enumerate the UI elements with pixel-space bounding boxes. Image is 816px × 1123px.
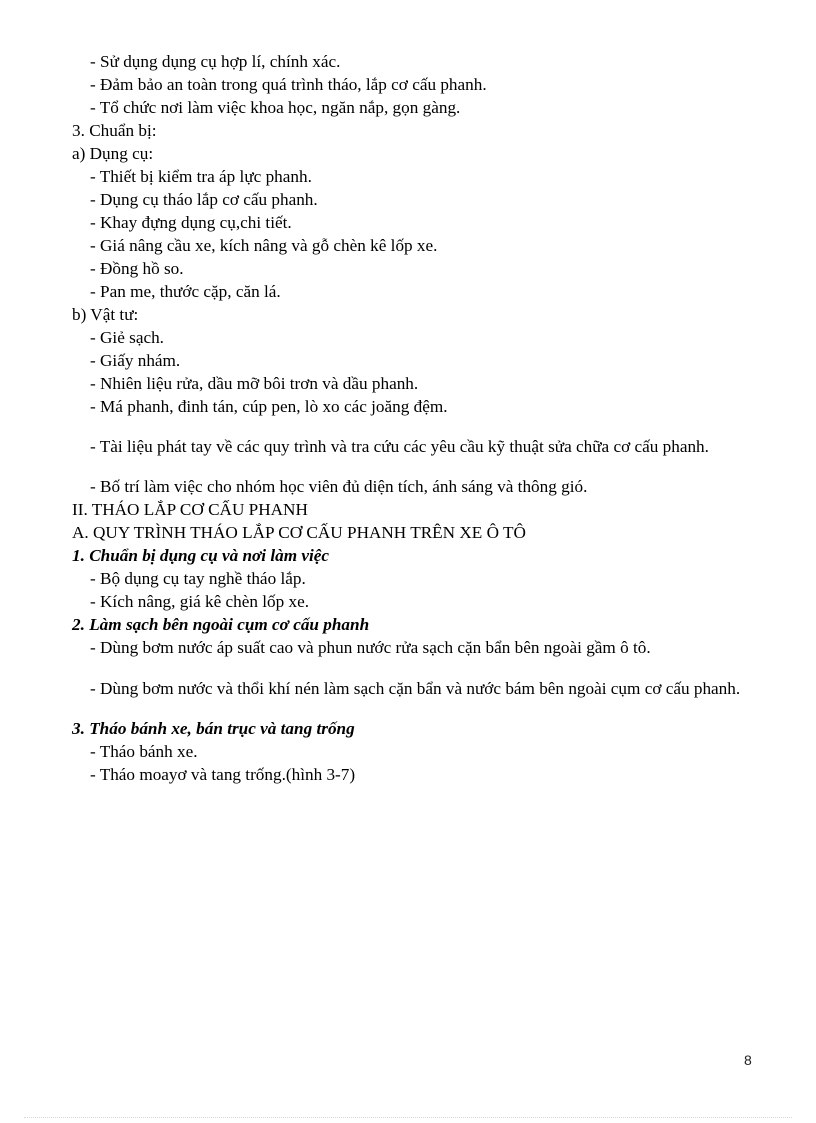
list-item-tool: - Pan me, thước cặp, căn lá. bbox=[90, 282, 281, 301]
list-item-step-2: - Dùng bơm nước và thổi khí nén làm sạch cặn bẩn và nước bám bên ngoài cụm cơ cấu phanh. bbox=[90, 678, 741, 698]
section-heading-ii: II. THÁO LẮP CƠ CẤU PHANH bbox=[72, 500, 308, 520]
page-number: 8 bbox=[744, 1052, 752, 1068]
bullet-organize-workplace: - Tổ chức nơi làm việc khoa học, ngăn nắp, gọn gàng. bbox=[90, 98, 461, 117]
list-item-material-docs: - Tài liệu phát tay về các quy trình và tra cứu các yêu cầu kỹ thuật sửa chữa cơ cấu phanh. bbox=[90, 437, 709, 457]
list-item-material: - Má phanh, đinh tán, cúp pen, lò xo các joăng đệm. bbox=[90, 397, 448, 416]
step-heading-1: 1. Chuẩn bị dụng cụ và nơi làm việc bbox=[72, 546, 330, 566]
list-item-tool: - Khay đựng dụng cụ,chi tiết. bbox=[90, 213, 292, 232]
list-item-material: - Giẻ sạch. bbox=[90, 328, 164, 347]
list-item-tool: - Đồng hồ so. bbox=[90, 259, 184, 278]
section-heading-a: A. QUY TRÌNH THÁO LẮP CƠ CẤU PHANH TRÊN XE Ô TÔ bbox=[72, 523, 526, 543]
list-item-material: - Nhiên liệu rửa, dầu mỡ bôi trơn và dầu phanh. bbox=[90, 374, 419, 393]
bullet-safety: - Đảm bảo an toàn trong quá trình tháo, lắp cơ cấu phanh. bbox=[90, 75, 487, 94]
list-item-step-3: - Tháo moayơ và tang trống.(hình 3-7) bbox=[90, 764, 356, 784]
subheading-materials: b) Vật tư: bbox=[72, 305, 139, 324]
step-heading-3: 3. Tháo bánh xe, bán trục và tang trống bbox=[72, 718, 355, 738]
list-item-tool: - Thiết bị kiểm tra áp lực phanh. bbox=[90, 167, 312, 186]
step-heading-2: 2. Làm sạch bên ngoài cụm cơ cấu phanh bbox=[72, 615, 370, 635]
subheading-tools: a) Dụng cụ: bbox=[72, 144, 154, 163]
list-item-step-1: - Bộ dụng cụ tay nghề tháo lắp. bbox=[90, 569, 306, 589]
list-item-step-2: - Dùng bơm nước áp suất cao và phun nước rửa sạch cặn bẩn bên ngoài gầm ô tô. bbox=[90, 638, 651, 658]
list-item-tool: - Giá nâng cầu xe, kích nâng và gỗ chèn kê lốp xe. bbox=[90, 236, 438, 255]
page-bottom-divider bbox=[24, 1117, 792, 1118]
bullet-use-tools: - Sử dụng dụng cụ hợp lí, chính xác. bbox=[90, 52, 341, 71]
heading-preparation: 3. Chuẩn bị: bbox=[72, 121, 157, 140]
list-item-material: - Giấy nhám. bbox=[90, 351, 181, 370]
list-item-workspace: - Bố trí làm việc cho nhóm học viên đủ diện tích, ánh sáng và thông gió. bbox=[90, 477, 588, 497]
list-item-tool: - Dụng cụ tháo lắp cơ cấu phanh. bbox=[90, 190, 318, 209]
list-item-step-1: - Kích nâng, giá kê chèn lốp xe. bbox=[90, 592, 310, 612]
list-item-step-3: - Tháo bánh xe. bbox=[90, 741, 198, 761]
document-body bbox=[72, 50, 744, 786]
